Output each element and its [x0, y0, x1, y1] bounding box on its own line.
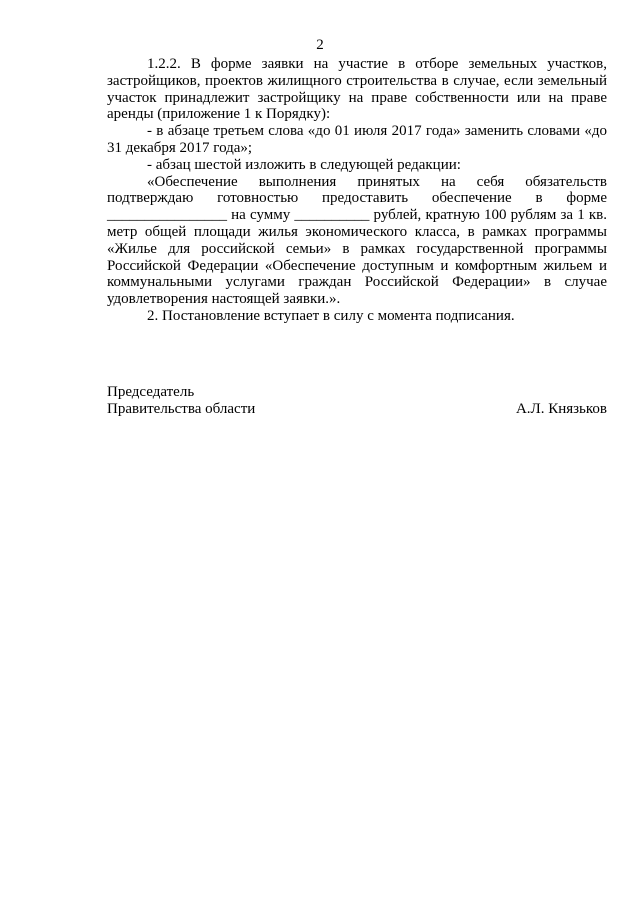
signatory-name: А.Л. Князьков — [515, 401, 607, 417]
page-number: 2 — [316, 37, 324, 53]
paragraph-quoted-text: «Обеспечение выполнения принятых на себя обязательств подтверждаю готовностью предоставить обеспечение в форме ________________ на сумму __________ рублей, кратную 100 рублям за 1 кв. метр общей площади жилья экономического класса, в рамках программы «Жилье для российской семьи» в рамках государственной программы Российской Федерации «Обеспечение доступным и комфортным жильем и коммунальными услугами граждан Российской Федерации» в случае удовлетворения настоящей заявки.». — [107, 173, 607, 308]
paragraph-replace-date: - в абзаце третьем слова «до 01 июля 2017 года» заменить словами «до 31 декабря 2017 года»; — [107, 123, 607, 156]
signature-line — [107, 401, 607, 418]
paragraph-effective-date: 2. Постановление вступает в силу с момента подписания. — [147, 307, 515, 324]
signature-block — [107, 384, 607, 418]
signature-title-line2: Правительства области — [107, 401, 256, 417]
paragraph-new-wording: - абзац шестой изложить в следующей редакции: — [147, 156, 461, 173]
paragraph-amendment-form: 1.2.2. В форме заявки на участие в отборе земельных участков, застройщиков, проектов жилищного строительства в случае, если земельный участок принадлежит застройщику на праве собственности или на праве аренды (приложение 1 к Порядку): — [107, 56, 607, 123]
signature-title-line1: Председатель — [107, 384, 195, 400]
document-body — [107, 56, 607, 325]
